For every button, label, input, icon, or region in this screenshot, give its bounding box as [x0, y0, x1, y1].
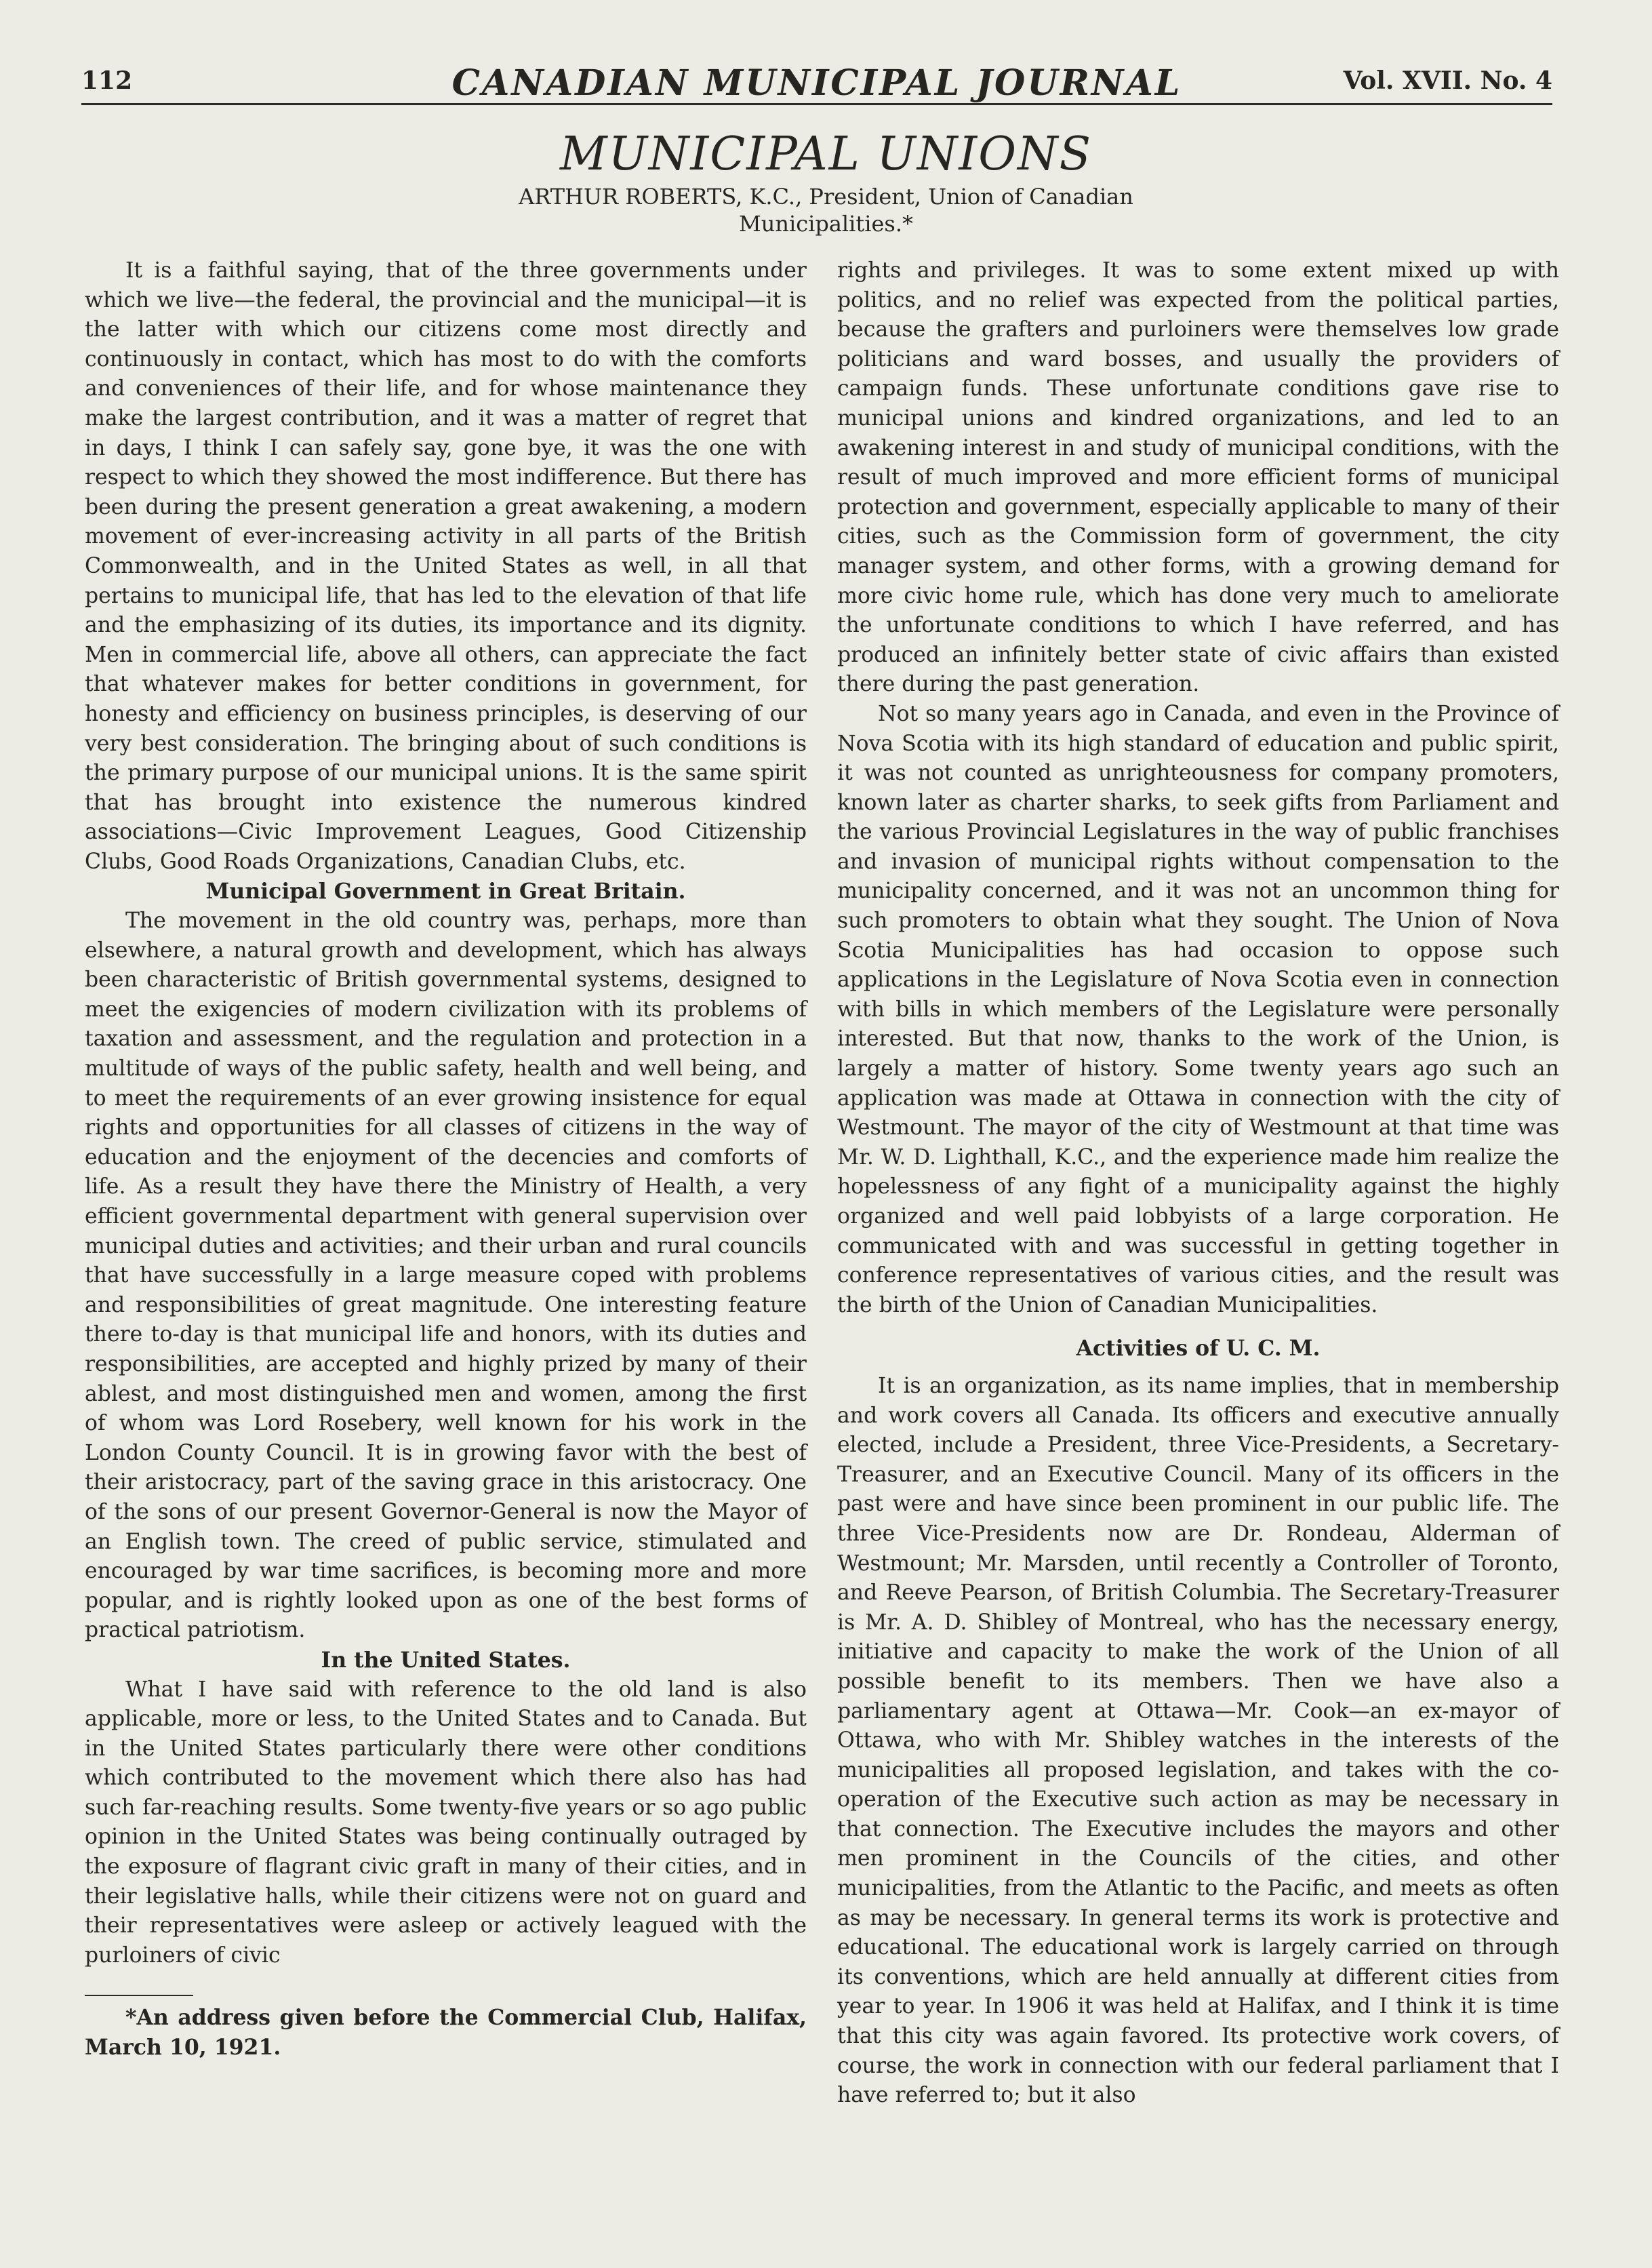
- paragraph: It is an organization, as its name implies, that in membership and work covers all Canada. Its officers and executive annually elected, include a President, three Vice-Presidents, a Secretary-Treasurer, and an Executive Council. Many of its officers in the past were and have since been prominent in our public life. The three Vice-Presidents now are Dr. Rondeau, Alderman of Westmount; Mr. Marsden, until recently a Controller of Toronto, and Reeve Pearson, of British Columbia. The Secretary-Treasurer is Mr. A. D. Shibley of Montreal, who has the necessary energy, initiative and capacity to make the work of the Union of all possible benefit to its members. Then we have also a parliamentary agent at Ottawa—Mr. Cook—an ex-mayor of Ottawa, who with Mr. Shibley watches in the interests of the municipalities all proposed legislation, and takes with the co-operation of the Executive such action as may be necessary in that connection. The Executive includes the mayors and other men prominent in the Councils of the cities, and other municipalities, from the Atlantic to the Pacific, and meets as often as may be necessary. In general terms its work is protective and educational. The educational work is largely carried on through its conventions, which are held annually at different cities from year to year. In 1906 it was held at Halifax, and I think it is time that this city was again favored. Its protective work covers, of course, the work in connection with our federal parliament that I have referred to; but it also: [837, 1373, 1559, 2108]
- section-heading: Municipal Government in Great Britain.: [205, 879, 686, 904]
- article-title: MUNICIPAL UNIONS: [559, 127, 1093, 181]
- section-heading: Activities of U. C. M.: [1076, 1336, 1321, 1361]
- paragraph: It is a faithful saying, that of the three governments under which we live—the federal, the provincial and the municipal—it is the latter with which our citizens come most directly and continuously in contact, which has most to do with the comforts and conveniences of their life, and for whose maintenance they make the largest contribution, and it was a matter of regret that in days, I think I can safely say, gone bye, it was the one with respect to which they showed the most indifference. But there has been during the present generation a great awakening, a modern movement of ever-increasing activity in all parts of the British Commonwealth, and in the United States as well, in all that pertains to municipal life, that has led to the elevation of that life and the emphasizing of its duties, its importance and its dignity. Men in commercial life, above all others, can appreciate the fact that whatever makes for better conditions in government, for honesty and efficiency on business principles, is deserving of our very best consideration. The bringing about of such conditions is the primary purpose of our municipal unions. It is the same spirit that has brought into existence the numerous kindred associations—Civic Improvement Leagues, Good Citizenship Clubs, Good Roads Organizations, Canadian Clubs, etc.: [85, 258, 807, 874]
- running-head: [81, 62, 1552, 105]
- section-heading: In the United States.: [321, 1647, 571, 1673]
- journal-title: CANADIAN MUNICIPAL JOURNAL: [451, 62, 1182, 104]
- footnote-divider: [85, 1995, 193, 1996]
- paragraph: Not so many years ago in Canada, and even in the Province of Nova Scotia with its high standard of education and public spirit, it was not counted as unrighteousness for company promoters, known later as charter sharks, to seek gifts from Parliament and the various Provincial Legislatures in the way of public franchises and invasion of municipal rights without compensation to the municipality concerned, and it was not an uncommon thing for such promoters to obtain what they sought. The Union of Nova Scotia Municipalities has had occasion to oppose such applications in the Legislature of Nova Scotia even in connection with bills in which members of the Legislature were personally interested. But that now, thanks to the work of the Union, is largely a matter of history. Some twenty years ago such an application was made at Ottawa in connection with the city of Westmount. The mayor of the city of Westmount at that time was Mr. W. D. Lighthall, K.C., and the experience made him realize the hopelessness of any fight of a municipality against the highly organized and well paid lobbyists of a large corporation. He communicated with and was successful in getting together in conference representatives of various cities, and the result was the birth of the Union of Canadian Municipalities.: [837, 701, 1559, 1317]
- volume-number: Vol. XVII. No. 4: [1343, 66, 1552, 95]
- right-column: [837, 256, 1559, 2111]
- footnote: *An address given before the Commercial Club, Halifax, March 10, 1921.: [85, 2005, 807, 2061]
- byline: [0, 183, 1652, 237]
- paragraph: rights and privileges. It was to some extent mixed up with politics, and no relief was expected from the political parties, because the grafters and purloiners were themselves low grade politicians and ward bosses, and usually the providers of campaign funds. These unfortunate conditions gave rise to municipal unions and kindred organizations, and led to an awakening interest in and study of municipal conditions, with the result of much improved and more efficient forms of municipal protection and government, especially applicable to many of their cities, such as the Commission form of government, the city manager system, and other forms, with a growing demand for more civic home rule, which has done very much to ameliorate the unfortunate conditions to which I have referred, and has produced an infinitely better state of civic affairs than existed there during the past generation.: [837, 258, 1559, 697]
- byline-affiliation: Municipalities.*: [738, 211, 914, 237]
- paragraph: What I have said with reference to the old land is also applicable, more or less, to the United States and to Canada. But in the United States particularly there were other conditions which contributed to the movement which there also has had such far-reaching results. Some twenty-five years or so ago public opinion in the United States was being continually outraged by the exposure of flagrant civic graft in many of their cities, and in their legislative halls, while their citizens were not on guard and their representatives were asleep or actively leagued with the purloiners of civic: [85, 1677, 807, 1968]
- page-number: 112: [81, 66, 133, 95]
- paragraph: The movement in the old country was, perhaps, more than elsewhere, a natural growth and development, which has always been characteristic of British governmental systems, designed to meet the exigencies of modern civilization with its problems of taxation and assessment, and the regulation and protection in a multitude of ways of the public safety, health and well being, and to meet the requirements of an ever growing insistence for equal rights and opportunities for all classes of citizens in the way of education and the enjoyment of the decencies and comforts of life. As a result they have there the Ministry of Health, a very efficient governmental department with general supervision over municipal duties and activities; and their urban and rural councils that have successfully in a large measure coped with problems and responsibilities of great magnitude. One interesting feature there to-day is that municipal life and honors, with its duties and responsibilities, are accepted and highly prized by many of their ablest, and most distinguished men and women, among the first of whom was Lord Rosebery, well known for his work in the London County Council. It is in growing favor with the best of their aristocracy, part of the saving grace in this aristocracy. One of the sons of our present Governor-General is now the Mayor of an English town. The creed of public service, stimulated and encouraged by war time sacrifices, is becoming more and more popular, and is rightly looked upon as one of the best forms of practical patriotism.: [85, 909, 807, 1643]
- left-column: [85, 256, 807, 2063]
- byline-author: ARTHUR ROBERTS, K.C., President, Union of Canadian: [519, 184, 1133, 210]
